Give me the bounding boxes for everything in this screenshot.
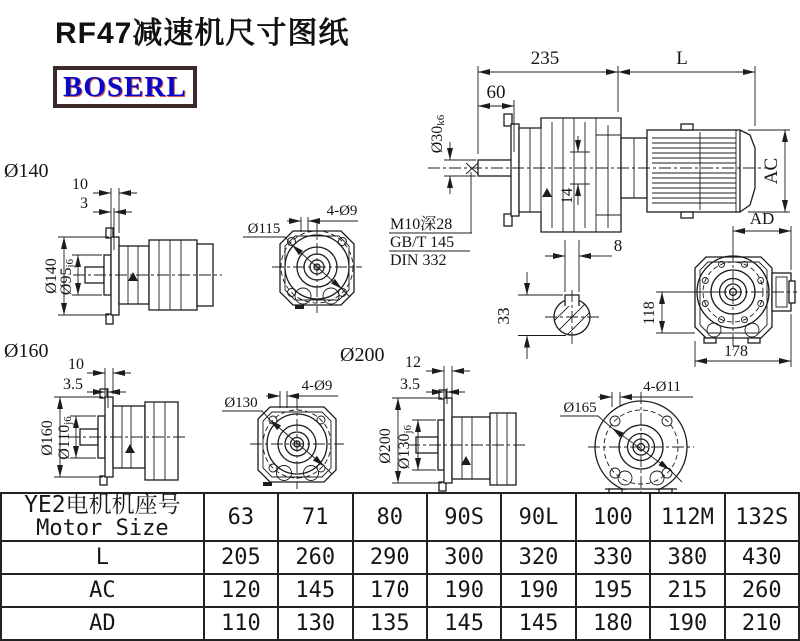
- pilot140-dia: Ø95: [58, 267, 75, 296]
- table-row-AD: [1, 607, 799, 640]
- column-header-132S: 132S: [725, 493, 799, 541]
- cell-AC-132S: 260: [725, 574, 799, 607]
- cell-L-63: 205: [204, 541, 278, 574]
- dim-140-3: 3: [80, 195, 88, 212]
- cell-AD-100: 180: [576, 607, 650, 640]
- dim-140-dia: Ø140: [43, 258, 60, 294]
- cell-AC-71: 145: [278, 574, 352, 607]
- flange160-front-view: [222, 378, 344, 489]
- table-row-L: [1, 541, 799, 574]
- output-flange: [511, 124, 519, 216]
- cell-L-132S: 430: [725, 541, 799, 574]
- cell-AC-90L: 190: [501, 574, 575, 607]
- column-header-90S: 90S: [427, 493, 501, 541]
- cell-L-112M: 380: [650, 541, 724, 574]
- cell-AD-90L: 145: [501, 607, 575, 640]
- cell-L-71: 260: [278, 541, 352, 574]
- column-header-90L: 90L: [501, 493, 575, 541]
- pilot200-dia: Ø130: [396, 433, 413, 470]
- brand-logo: BOSERL: [53, 66, 197, 108]
- column-header-80: 80: [353, 493, 427, 541]
- dim-140-pilot: [58, 258, 76, 295]
- cell-AD-112M: 190: [650, 607, 724, 640]
- motor-size-header-en: Motor Size: [36, 516, 169, 541]
- dim-200-dia: Ø200: [377, 428, 394, 464]
- column-header-112M: 112M: [650, 493, 724, 541]
- flange140-label: Ø140: [4, 160, 49, 182]
- motor-size-header-cn: YE2电机机座号: [24, 492, 181, 518]
- dim-140-holes: 4-Ø9: [326, 203, 358, 219]
- dim-140-bolt-circle: Ø115: [247, 221, 281, 237]
- rear-view: [641, 209, 797, 367]
- flange140-front-view: [243, 203, 362, 313]
- cell-AD-63: 110: [204, 607, 278, 640]
- cell-AC-90S: 190: [427, 574, 501, 607]
- thread-note-line1: M10深28: [390, 216, 453, 233]
- dim-shaft-height: 33: [494, 307, 513, 325]
- pilot140-fit: j6: [64, 258, 76, 268]
- page-title: RF47减速机尺寸图纸: [55, 17, 350, 50]
- dim-200-35: 3.5: [400, 376, 420, 393]
- dim-178: 178: [724, 343, 748, 360]
- dim-AC: AC: [761, 157, 782, 185]
- row-label-AD: AD: [1, 607, 204, 640]
- cell-AD-90S: 145: [427, 607, 501, 640]
- column-header-63: 63: [204, 493, 278, 541]
- cell-L-100: 330: [576, 541, 650, 574]
- dim-key-width: 8: [613, 236, 623, 255]
- dim-200-pilot: [396, 424, 414, 469]
- column-header-100: 100: [576, 493, 650, 541]
- dim-AD: AD: [749, 209, 775, 228]
- main-view: [389, 48, 790, 269]
- dim-160-bolt-circle: Ø130: [224, 395, 258, 411]
- flange200-plate: [444, 398, 452, 483]
- table-header-row: [1, 493, 799, 541]
- flange200-label: Ø200: [340, 344, 385, 366]
- dim-60: 60: [486, 82, 506, 103]
- row-label-AC: AC: [1, 574, 204, 607]
- cell-AC-63: 120: [204, 574, 278, 607]
- dim-160-dia: Ø160: [39, 420, 56, 456]
- shaft-diameter-label: [429, 114, 447, 153]
- motor-end-cap: [740, 130, 755, 212]
- dim-160-holes: 4-Ø9: [301, 378, 333, 394]
- cell-AD-132S: 210: [725, 607, 799, 640]
- dim-118: 118: [641, 301, 658, 325]
- cell-L-80: 290: [353, 541, 427, 574]
- cell-L-90L: 320: [501, 541, 575, 574]
- thread-note: [389, 163, 478, 269]
- pilot200-fit: j6: [402, 424, 414, 434]
- cell-AD-71: 130: [278, 607, 352, 640]
- pilot160-fit: j6: [62, 416, 74, 425]
- table-row-AC: [1, 574, 799, 607]
- row-label-L: L: [1, 541, 204, 574]
- thread-note-line3: DIN 332: [390, 252, 447, 269]
- dim-235: 235: [530, 48, 560, 69]
- cell-AD-80: 135: [353, 607, 427, 640]
- pilot160-dia: Ø110: [56, 424, 73, 460]
- dim-14: 14: [559, 188, 576, 204]
- cell-L-90S: 300: [427, 541, 501, 574]
- motor-body: [647, 130, 740, 212]
- flange200-front-view: [560, 379, 694, 492]
- dim-L: L: [676, 48, 688, 69]
- keyway-section: [494, 236, 622, 359]
- cell-AC-112M: 215: [650, 574, 724, 607]
- flange200-side-view: [340, 344, 528, 491]
- cell-AC-100: 195: [576, 574, 650, 607]
- dim-160-35: 3.5: [63, 376, 83, 393]
- flange160-label: Ø160: [4, 340, 49, 362]
- motor-size-header: [1, 493, 204, 541]
- cell-AC-80: 170: [353, 574, 427, 607]
- flange160-side-view: [4, 340, 188, 485]
- motor-size-table: [0, 492, 800, 641]
- dim-140-10: 10: [72, 176, 88, 193]
- dim-200-12: 12: [405, 354, 421, 371]
- column-header-71: 71: [278, 493, 352, 541]
- shaft-dia-fit: k6: [435, 114, 447, 126]
- thread-note-line2: GB/T 145: [390, 234, 455, 251]
- dim-160-pilot: [56, 416, 74, 460]
- dim-160-10: 10: [68, 356, 84, 373]
- flange140-plate: [111, 237, 119, 315]
- flange140-side-view: [4, 160, 222, 324]
- dim-200-holes: 4-Ø11: [643, 379, 681, 395]
- shaft-dia-value: Ø30: [429, 125, 446, 154]
- dim-200-bolt-circle: Ø165: [563, 400, 597, 416]
